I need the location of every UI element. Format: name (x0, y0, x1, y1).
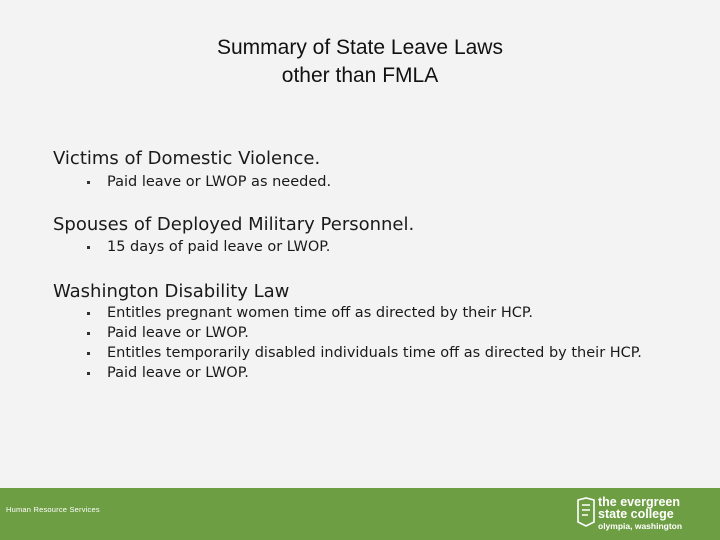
logo-line-1: the evergreen (598, 495, 680, 509)
college-logo (576, 496, 716, 536)
bullet-item: 15 days of paid leave or LWOP. (84, 237, 330, 257)
footer-band (0, 488, 720, 540)
bullet-item: Paid leave or LWOP as needed. (84, 172, 331, 192)
bullet-item: Paid leave or LWOP. (84, 323, 642, 343)
slide-title (0, 34, 720, 90)
bullet-item: Entitles temporarily disabled individuals time off as directed by their HCP. (84, 343, 642, 363)
section-heading-military-spouses: Spouses of Deployed Military Personnel. (53, 214, 415, 235)
bullet-list-domestic-violence (84, 172, 331, 192)
bullet-item: Entitles pregnant women time off as directed by their HCP. (84, 303, 642, 323)
bullet-list-military-spouses (84, 237, 330, 257)
slide-title-line-1: Summary of State Leave Laws (217, 36, 503, 59)
footer-department-label: Human Resource Services (6, 505, 100, 514)
logo-line-2: state college (598, 507, 674, 521)
logo-line-3: olympia, washington (598, 521, 683, 531)
college-logo-icon (576, 496, 596, 528)
college-logo-text (598, 496, 682, 532)
section-heading-disability-law: Washington Disability Law (53, 281, 290, 302)
bullet-item: Paid leave or LWOP. (84, 363, 642, 383)
bullet-list-disability-law (84, 303, 642, 383)
section-heading-domestic-violence: Victims of Domestic Violence. (53, 148, 321, 169)
slide-title-line-2: other than FMLA (281, 64, 439, 87)
